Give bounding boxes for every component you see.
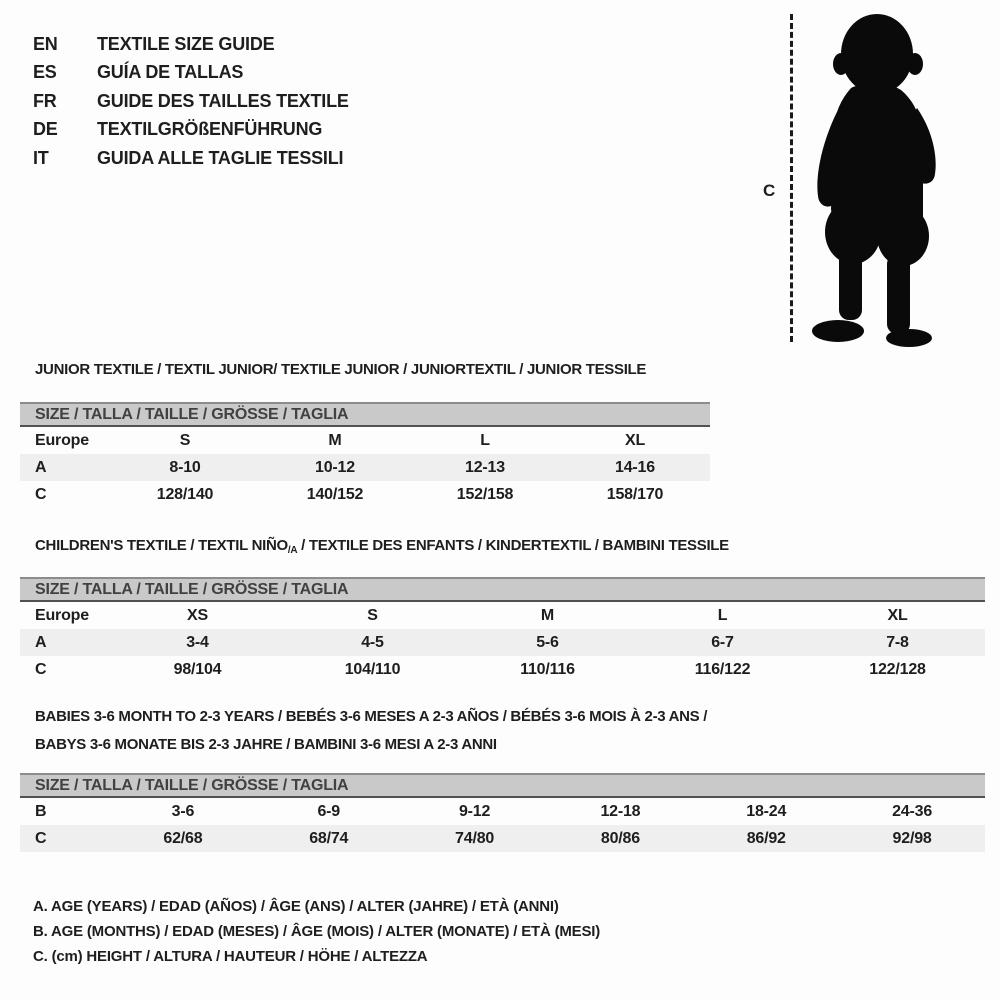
lang-row-it — [33, 144, 349, 173]
table-row-height — [20, 825, 985, 852]
cell: 62/68 — [163, 829, 203, 847]
cell: 12-13 — [465, 458, 505, 476]
lang-title: GUÍA DE TALLAS — [97, 62, 244, 83]
cell: 128/140 — [156, 485, 214, 503]
size-header-bar: SIZE / TALLA / TAILLE / GRÖSSE / TAGLIA — [20, 773, 985, 798]
cell: 92/98 — [892, 829, 932, 847]
lang-code: DE — [33, 119, 58, 140]
size-header-bar: SIZE / TALLA / TAILLE / GRÖSSE / TAGLIA — [20, 402, 710, 427]
cell: 110/116 — [520, 660, 575, 678]
table-row-europe — [20, 427, 710, 454]
cell: 80/86 — [600, 829, 640, 847]
lang-row-es — [33, 59, 349, 88]
table-row-age — [20, 454, 710, 481]
babies-size-table — [20, 773, 985, 852]
junior-section-title: JUNIOR TEXTILE / TEXTIL JUNIOR/ TEXTILE JUNIOR / JUNIORTEXTIL / JUNIOR TESSILE — [35, 361, 647, 378]
cell: 152/158 — [456, 485, 514, 503]
title-subscript: /A — [287, 545, 298, 556]
note-height-cm: C. (cm) HEIGHT / ALTURA / HAUTEUR / HÖHE / ALTEZZA — [33, 948, 428, 966]
row-label: A — [35, 633, 47, 651]
table-row-europe — [20, 602, 985, 629]
cell: 86/92 — [746, 829, 786, 847]
cell: 6-9 — [317, 802, 340, 820]
lang-code: IT — [33, 147, 49, 168]
cell: 6-7 — [711, 633, 734, 651]
lang-code: EN — [33, 33, 58, 54]
row-label: Europe — [35, 431, 89, 449]
table-row-height — [20, 481, 710, 508]
cell: 24-36 — [892, 802, 933, 820]
toddler-silhouette-icon — [805, 12, 950, 347]
cell: XL — [887, 606, 908, 624]
cell: 3-6 — [171, 802, 195, 820]
note-age-years: A. AGE (YEARS) / EDAD (AÑOS) / ÂGE (ANS) / ALTER (JAHRE) / ETÀ (ANNI) — [33, 898, 559, 915]
cell: 140/152 — [306, 485, 364, 503]
cell: S — [179, 431, 191, 449]
cell: M — [328, 431, 342, 449]
cell: 68/74 — [309, 829, 349, 847]
cell: 8-10 — [169, 458, 201, 476]
table-row-height — [20, 656, 985, 683]
height-measure-label: C — [763, 181, 776, 200]
children-size-table — [20, 577, 985, 683]
cell: 104/110 — [344, 660, 401, 678]
lang-title: GUIDA ALLE TAGLIE TESSILI — [97, 147, 344, 168]
lang-row-fr — [33, 87, 349, 116]
row-label: C — [35, 829, 47, 847]
lang-title: TEXTILE SIZE GUIDE — [97, 33, 275, 54]
cell: S — [367, 606, 378, 624]
cell: 12-18 — [600, 802, 641, 820]
cell: XL — [624, 431, 646, 449]
cell: 5-6 — [536, 633, 559, 651]
lang-row-de — [33, 116, 349, 145]
lang-title: TEXTILGRÖßENFÜHRUNG — [97, 119, 323, 140]
cell: L — [480, 431, 490, 449]
cell: 158/170 — [606, 485, 664, 503]
cell: 14-16 — [615, 458, 655, 476]
cell: 7-8 — [886, 633, 909, 651]
lang-code: FR — [33, 90, 57, 111]
language-title-list — [33, 30, 349, 173]
babies-section-title-line2: BABYS 3-6 MONATE BIS 2-3 JAHRE / BAMBINI 3-6 MESI A 2-3 ANNI — [35, 736, 497, 753]
title-part: / TEXTILE DES ENFANTS / KINDERTEXTIL / BAMBINI TESSILE — [297, 537, 729, 554]
row-label: A — [35, 458, 47, 476]
table-row-age-months — [20, 798, 985, 825]
cell: 18-24 — [746, 802, 787, 820]
note-age-months: B. AGE (MONTHS) / EDAD (MESES) / ÂGE (MOIS) / ALTER (MONATE) / ETÀ (MESI) — [33, 923, 601, 941]
babies-section-title: BABIES 3-6 MONTH TO 2-3 YEARS / BEBÉS 3-6 MESES A 2-3 AÑOS / BÉBÉS 3-6 MOIS À 2-3 ANS / — [35, 708, 708, 725]
cell: 116/122 — [694, 660, 751, 678]
lang-title: GUIDE DES TAILLES TEXTILE — [97, 90, 349, 111]
cell: 74/80 — [455, 829, 495, 847]
lang-code: ES — [33, 62, 57, 83]
junior-size-table — [20, 402, 710, 508]
title-part: CHILDREN'S TEXTILE / TEXTIL NIÑO — [35, 537, 288, 554]
table-row-age — [20, 629, 985, 656]
cell: 3-4 — [186, 633, 209, 651]
cell: L — [717, 606, 728, 624]
size-header-bar: SIZE / TALLA / TAILLE / GRÖSSE / TAGLIA — [20, 577, 985, 602]
cell: XS — [187, 606, 208, 624]
height-dashed-line — [790, 14, 793, 342]
row-label: B — [35, 802, 47, 820]
cell: M — [540, 606, 555, 624]
lang-row-en — [33, 30, 349, 59]
cell: 10-12 — [315, 458, 355, 476]
row-label: C — [35, 485, 47, 503]
cell: 9-12 — [458, 802, 491, 820]
row-label: Europe — [35, 606, 89, 624]
legend-notes — [33, 894, 600, 970]
cell: 98/104 — [173, 660, 222, 678]
row-label: C — [35, 660, 47, 678]
children-section-title — [35, 537, 729, 556]
cell: 122/128 — [869, 660, 926, 678]
cell: 4-5 — [361, 633, 384, 651]
